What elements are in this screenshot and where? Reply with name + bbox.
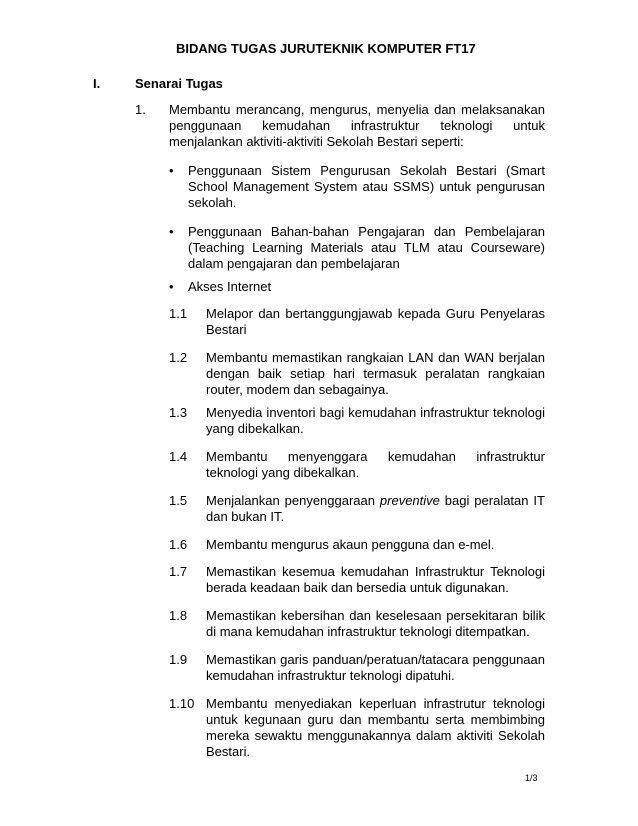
sub-item-number: 1.10 bbox=[169, 696, 195, 711]
sub-item-number: 1.9 bbox=[169, 652, 188, 667]
sub-item-text: Membantu menyediakan keperluan infrastrutur teknologi untuk kegunaan guru dan membantu serta membimbing mereka sewaktu menggunakannya dalam aktiviti Sekolah Bestari. bbox=[206, 696, 545, 759]
sub-item-number: 1.1 bbox=[169, 306, 188, 321]
sub-item-number: 1.2 bbox=[169, 350, 188, 365]
sub-item-number: 1.7 bbox=[169, 564, 188, 579]
sub-item-text: Membantu menyenggara kemudahan infrastruktur teknologi yang dibekalkan. bbox=[206, 449, 545, 480]
sub-item-text: Melapor dan bertanggungjawab kepada Guru Penyelaras Bestari bbox=[206, 306, 545, 337]
sub-item-number: 1.8 bbox=[169, 608, 188, 623]
bullet-icon: • bbox=[169, 163, 174, 178]
page-number: 1/3 bbox=[525, 773, 538, 783]
document-title: BIDANG TUGAS JURUTEKNIK KOMPUTER FT17 bbox=[176, 41, 476, 56]
sub-item-text: Menyedia inventori bagi kemudahan infrastruktur teknologi yang dibekalkan. bbox=[206, 405, 545, 436]
sub-item-number: 1.3 bbox=[169, 405, 188, 420]
sub-item-number: 1.6 bbox=[169, 537, 188, 552]
bullet-text: Penggunaan Sistem Pengurusan Sekolah Bestari (Smart School Management System atau SSMS) untuk pengurusan sekolah. bbox=[188, 163, 545, 210]
bullet-icon: • bbox=[169, 279, 174, 294]
sub-item-text: Memastikan kebersihan dan keselesaan persekitaran bilik di mana kemudahan infrastruktur teknologi ditempatkan. bbox=[206, 608, 545, 639]
bullet-text: Penggunaan Bahan-bahan Pengajaran dan Pembelajaran (Teaching Learning Materials atau TLM atau Courseware) dalam pengajaran dan pembelajaran bbox=[188, 224, 545, 271]
section-title: Senarai Tugas bbox=[135, 76, 223, 91]
item-text: Membantu merancang, mengurus, menyelia dan melaksanakan penggunaan kemudahan infrastruktur teknologi untuk menjalankan aktiviti-aktiviti Sekolah Bestari seperti: bbox=[169, 102, 545, 149]
sub-item-text: Memastikan garis panduan/peratuan/tatacara penggunaan kemudahan infrastruktur teknologi dipatuhi. bbox=[206, 652, 545, 683]
sub-item-text: Membantu mengurus akaun pengguna dan e-mel. bbox=[206, 537, 495, 552]
sub-item-text: Membantu memastikan rangkaian LAN dan WAN berjalan dengan baik setiap hari termasuk peralatan rangkaian router, modem dan sebagainya. bbox=[206, 350, 545, 397]
bullet-text: Akses Internet bbox=[188, 279, 272, 294]
sub-item-text-part: bagi peralatan IT dan bukan IT. bbox=[206, 493, 545, 524]
sub-item-text-part: Menjalankan penyenggaraan bbox=[206, 493, 380, 508]
sub-item-text: Memastikan kesemua kemudahan Infrastruktur Teknologi berada keadaan baik dan bersedia untuk digunakan. bbox=[206, 564, 545, 595]
sub-item-text bbox=[206, 493, 545, 525]
sub-item-number: 1.4 bbox=[169, 449, 188, 464]
section-number: I. bbox=[93, 76, 101, 91]
sub-item-number: 1.5 bbox=[169, 493, 188, 508]
sub-item-text-emphasis: preventive bbox=[379, 493, 440, 508]
bullet-icon: • bbox=[169, 224, 174, 239]
item-number: 1. bbox=[135, 102, 146, 117]
